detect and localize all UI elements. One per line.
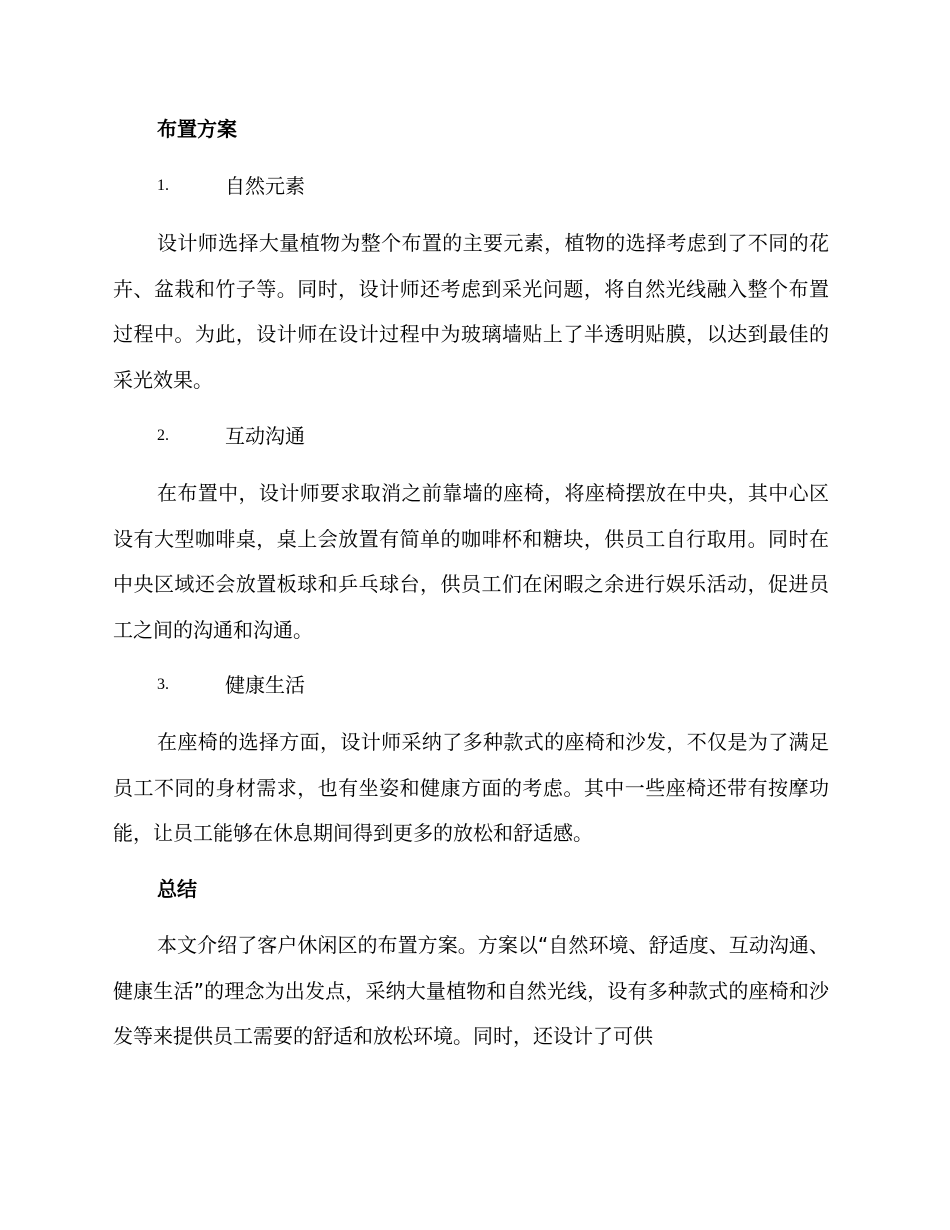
- layout-plan-heading: 布置方案: [157, 117, 237, 141]
- list-item-label: 互动沟通: [225, 424, 305, 448]
- natural-elements-paragraph: 设计师选择大量植物为整个布置的主要元素，植物的选择考虑到了不同的花卉、盆栽和竹子等。同时，设计师还考虑到采光问题，将自然光线融入整个布置过程中。为此，设计师在设计过程中为玻璃墙贴上了半透明贴膜，以达到最佳的采光效果。: [113, 231, 829, 392]
- summary-heading: 总结: [157, 877, 197, 901]
- list-item-label: 健康生活: [225, 673, 305, 697]
- list-item-number: 1.: [157, 177, 169, 194]
- healthy-living-paragraph: 在座椅的选择方面，设计师采纳了多种款式的座椅和沙发，不仅是为了满足员工不同的身材需求，也有坐姿和健康方面的考虑。其中一些座椅还带有按摩功能，让员工能够在休息期间得到更多的放松和舒适感。: [113, 730, 829, 845]
- summary-paragraph: 本文介绍了客户休闲区的布置方案。方案以“自然环境、舒适度、互动沟通、健康生活”的理念为出发点，采纳大量植物和自然光线，设有多种款式的座椅和沙发等来提供员工需要的舒适和放松环境。同时，还设计了可供: [113, 933, 829, 1048]
- interactive-communication-paragraph: 在布置中，设计师要求取消之前靠墙的座椅，将座椅摆放在中央，其中心区设有大型咖啡桌，桌上会放置有简单的咖啡杯和糖块，供员工自行取用。同时在中央区域还会放置板球和乒乓球台，供员工们在闲暇之余进行娱乐活动，促进员工之间的沟通和沟通。: [113, 481, 829, 642]
- list-item-number: 2.: [157, 427, 169, 444]
- list-item-label: 自然元素: [225, 174, 305, 198]
- list-item-number: 3.: [157, 676, 169, 693]
